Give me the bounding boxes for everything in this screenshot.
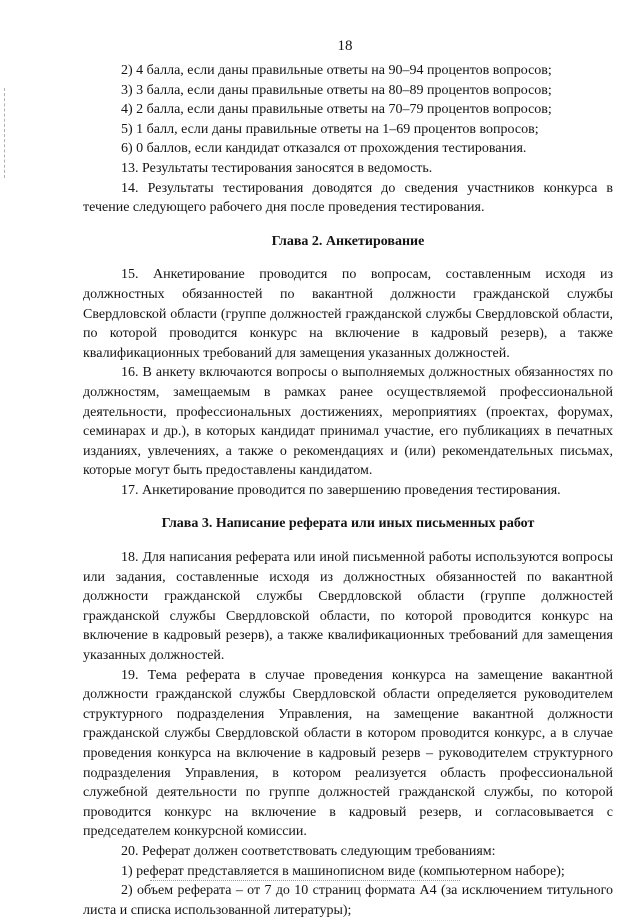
list-item: 2) 4 балла, если даны правильные ответы на 90–94 процентов вопросов;: [121, 63, 552, 78]
paragraph-13: 13. Результаты тестирования заносятся в ведомость.: [121, 160, 433, 176]
paragraph-15: 15. Анкетирование проводится по вопросам, составленным исходя из должностных обязанностей по вакантной должности гражданской службы Свердловской области (группе должностей гражданской службы Свердловской области, по которой проводится конкурс на включение в кадровый резерв), а также квалификационных требований для замещения указанных должностей.: [83, 267, 613, 361]
paragraph-18: 18. Для написания реферата или иной письменной работы используются вопросы или задания, составленные исходя из должностных обязанностей по вакантной должности гражданской службы Свердловской области (группе должностей гражданской службы Свердловской области, по которой проводится конкурс на включение в кадровый резерв), а также квалификационных требований для замещения указанных должностей.: [83, 550, 613, 664]
paragraph-16: 16. В анкету включаются вопросы о выполняемых должностных обязанностях по должностям, замещаемым в рамках ранее осуществляемой профессиональной деятельности, профессиональных достижениях, мероприятиях (проектах, форумах, семинарах и др.), в которых кандидат принимал участие, его публикациях в печатных изданиях, увлечениях, а также о рекомендациях и (или) рекомендательных письмах, которые могут быть предоставлены кандидатом.: [83, 365, 613, 479]
list-item: 2) объем реферата – от 7 до 10 страниц формата А4 (за исключением титульного листа и списка использованной литературы);: [83, 883, 613, 918]
document-body: [83, 61, 613, 920]
list-item: 3) 3 балла, если даны правильные ответы на 80–89 процентов вопросов;: [121, 82, 552, 98]
paragraph-19: 19. Тема реферата в случае проведения конкурса на замещение вакантной должности гражданской службы Свердловской области определяется руководителем структурного подразделения Управления, на замещение вакантной должности гражданской службы Свердловской области в котором проводится конкурс, а в случае проведения конкурса на включение в кадровый резерв – руководителем структурного подразделения Управления, в котором реализуется область профессиональной служебной деятельности по группе должностей гражданской службы, по которой проводится конкурс на включение в кадровый резерв, и согласовывается с председателем конкурсной комиссии.: [83, 667, 613, 840]
chapter-2-heading: Глава 2. Анкетирование: [271, 233, 425, 249]
scan-margin-line: [4, 88, 6, 178]
list-item: 6) 0 баллов, если кандидат отказался от прохождения тестирования.: [121, 141, 527, 157]
list-item: 1) реферат представляется в машинописном виде (компьютерном наборе);: [121, 863, 565, 879]
page-number: 18: [337, 38, 353, 54]
paragraph-17: 17. Анкетирование проводится по завершению проведения тестирования.: [121, 482, 561, 498]
chapter-3-heading: Глава 3. Написание реферата или иных письменных работ: [161, 516, 535, 532]
paragraph-14: 14. Результаты тестирования доводятся до сведения участников конкурса в течение следующего рабочего дня после проведения тестирования.: [83, 180, 613, 216]
list-item: 5) 1 балл, если даны правильные ответы на 1–69 процентов вопросов;: [121, 121, 539, 137]
list-item: 4) 2 балла, если даны правильные ответы на 70–79 процентов вопросов;: [121, 102, 552, 118]
paragraph-20: 20. Реферат должен соответствовать следующим требованиям:: [121, 843, 496, 859]
scan-bottom-line: [150, 880, 460, 881]
